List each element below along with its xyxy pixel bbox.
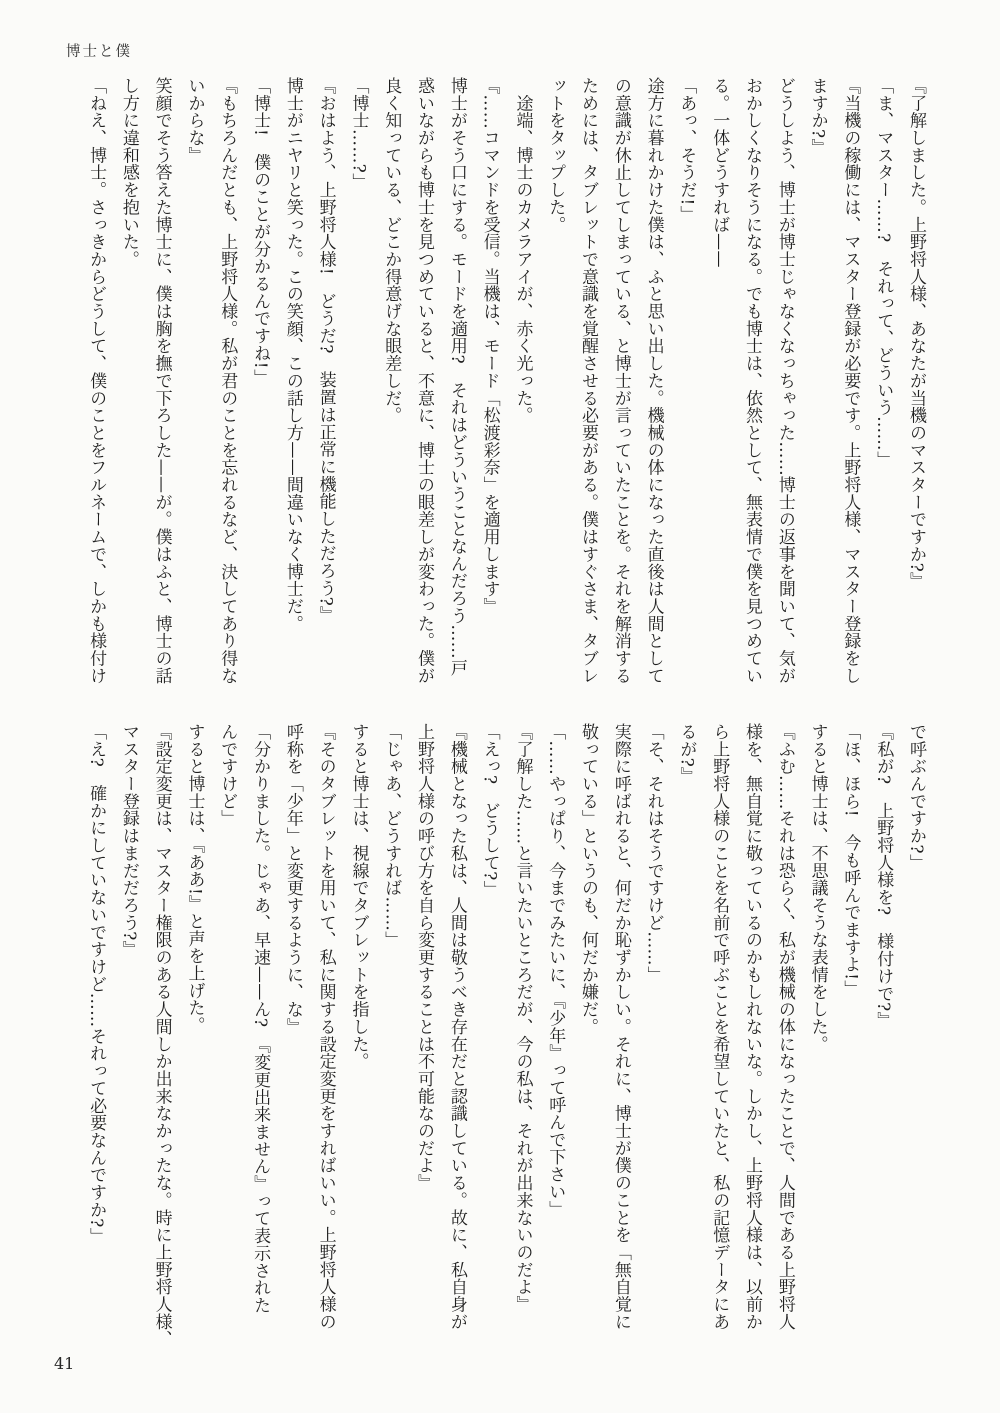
text-column: 『おはよう、上野将人様! どうだ? 装置は正常に機能しただろう?』 — [315, 77, 336, 624]
text-column: 笑顔でそう答えた博士に、僕は胸を撫で下ろした——が。僕はふと、博士の話 — [151, 77, 172, 685]
bottom-text-block — [79, 723, 932, 1357]
text-column: し方に違和感を抱いた。 — [118, 77, 139, 268]
text-column: 様を、無自覚に敬っているのかもしれないな。しかし、上野将人様は、以前か — [742, 723, 763, 1331]
text-column: すると博士は、『ああ!』と声を上げた。 — [184, 723, 205, 1034]
text-column: るが?』 — [676, 723, 697, 785]
text-column: 『設定変更は、マスター権限のある人間しか出来なかったな。時に上野将人様、 — [151, 723, 172, 1348]
text-column: ますか?』 — [807, 77, 828, 156]
text-column: 『そのタブレットを用いて、私に関する設定変更をすればいい。上野将人様の — [315, 723, 336, 1331]
text-column: 良く知っている、どこか得意げな眼差しだ。 — [381, 77, 402, 424]
text-column: の意識が休止してしまっている、と博士が言っていたことを。それを解消する — [610, 77, 631, 685]
text-column: 『ふむ……それは恐らく、私が機械の体になったことで、人間である上野将人 — [774, 723, 795, 1331]
text-column: 「ま、マスター……? それって、どういう……」 — [873, 77, 894, 469]
text-column: 「分かりました。じゃあ、早速——ん? 『変更出来ません』って表示された — [250, 723, 271, 1314]
text-column: 「博士……?」 — [348, 77, 369, 191]
text-column: ットをタップした。 — [545, 77, 566, 234]
text-column: いからな』 — [184, 77, 205, 164]
running-header-title: 博士と僕 — [66, 44, 132, 60]
top-text-block — [79, 77, 932, 699]
text-column: 『もちろんだとも、上野将人様。私が君のことを忘れるなど、決してあり得な — [217, 77, 238, 685]
text-column: すると博士は、視線でタブレットを指した。 — [348, 723, 369, 1070]
text-column: おかしくなりそうになる。でも博士は、依然として、無表情で僕を見つめてい — [742, 77, 763, 685]
text-column: すると博士は、不思議そうな表情をした。 — [807, 723, 828, 1053]
text-column: 途端、博士のカメラアイが、赤く光った。 — [512, 77, 533, 424]
text-column: 『私が? 上野将人様を? 様付けで?』 — [873, 723, 894, 1029]
text-column: ためには、タブレットで意識を覚醒させる必要がある。僕はすぐさま、タブレ — [578, 77, 599, 685]
text-column: る。一体どうすれば—— — [709, 77, 730, 268]
text-column: 上野将人様の呼び方を自ら変更することは不可能なのだよ』 — [414, 723, 435, 1192]
text-column: 『了解しました。上野将人様、あなたが当機のマスターですか?』 — [906, 77, 926, 590]
text-column: 呼称を「少年」と変更するように、な』 — [282, 723, 303, 1036]
text-column: 博士がそう口にする。モードを適用? それはどういうことなんだろう……戸 — [446, 77, 467, 677]
text-column: 『了解した……と言いたいところだが、今の私は、それが出来ないのだよ』 — [512, 723, 533, 1313]
text-column: 「そ、それはそうですけど……」 — [643, 723, 664, 984]
text-column: 「博士! 僕のことが分かるんですね!」 — [250, 77, 271, 387]
text-column: ら上野将人様のことを名前で呼ぶことを希望していたと、私の記憶データにあ — [709, 723, 730, 1331]
text-column: 「……やっぱり、今までみたいに、『少年』って呼んで下さい」 — [545, 723, 566, 1218]
text-column: 「あっ、そうだ!」 — [676, 77, 697, 223]
text-column: どうしよう、博士が博士じゃなくなっちゃった……博士の返事を聞いて、気が — [774, 77, 795, 685]
text-column: で呼ぶんですか?」 — [906, 723, 926, 872]
text-column: 惑いながらも博士を見つめていると、不意に、博士の眼差しが変わった。僕が — [414, 77, 435, 685]
text-column: 『機械となった私は、人間は敬うべき存在だと認識している。故に、私自身が — [446, 723, 467, 1331]
text-column: マスター登録はまだだろう?』 — [118, 723, 139, 959]
text-column: 途方に暮れかけた僕は、ふと思い出した。機械の体になった直後は人間として — [643, 77, 664, 685]
text-column: んですけど」 — [217, 723, 238, 828]
text-column: 「ねえ、博士。さっきからどうして、僕のことをフルネームで、しかも様付け — [86, 77, 107, 685]
text-column: 「えっ? どうして?」 — [479, 723, 500, 899]
text-column: 博士がニヤリと笑った。この笑顔、この話し方——間違いなく博士だ。 — [282, 77, 303, 633]
text-column: 敬っている」というのも、何だか嫌だ。 — [578, 723, 599, 1036]
text-column: 実際に呼ばれると、何だか恥ずかしい。それに、博士が僕のことを「無自覚に — [610, 723, 631, 1331]
text-column: 『……コマンドを受信。当機は、モード「松渡彩奈」を適用します』 — [479, 77, 500, 615]
text-column: 「じゃあ、どうすれば……」 — [381, 723, 402, 949]
text-column: 「え? 確かにしていないですけど……それって必要なんですか?」 — [86, 723, 107, 1246]
page-number: 41 — [54, 1354, 75, 1373]
text-column: 「ほ、ほら! 今も呼んでますよ!」 — [840, 723, 861, 998]
text-column: 『当機の稼働には、マスター登録が必要です。上野将人様、マスター登録をし — [840, 77, 861, 685]
